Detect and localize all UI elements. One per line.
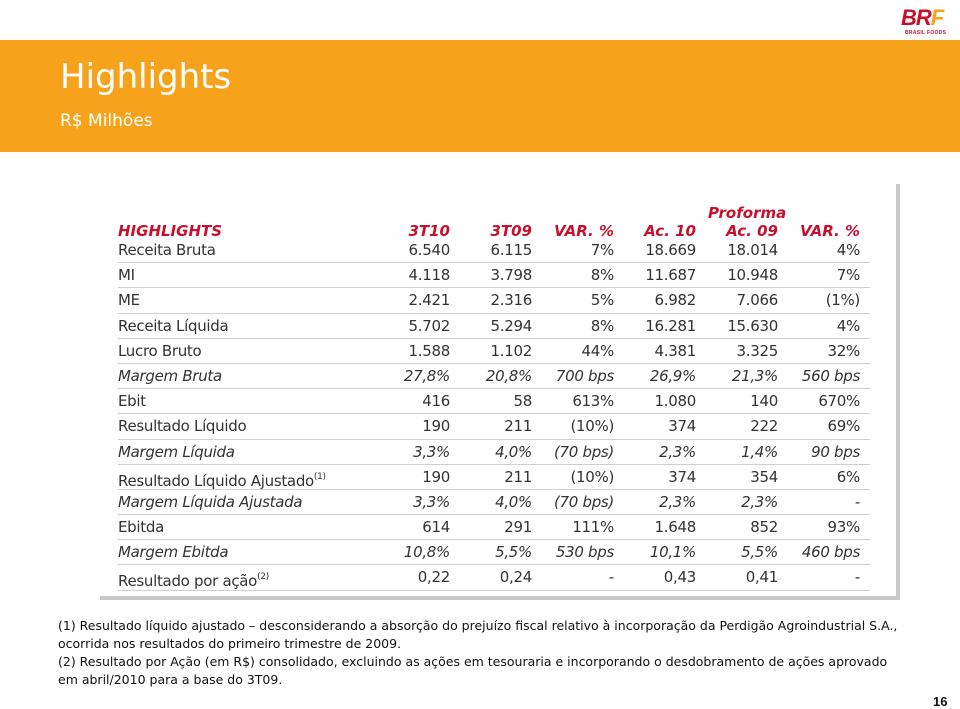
row-label-text: Receita Líquida [118,316,229,335]
header-3t09: 3T09 [490,222,532,240]
table-cell: - [854,568,860,587]
table-cell: 11.687 [645,266,696,285]
table-cell: 21,3% [731,366,778,385]
table-cell: 6.540 [408,241,450,259]
table-cell: 1.080 [654,392,696,411]
table-cell: (70 bps) [553,442,614,461]
table-cell: 0,24 [499,568,532,587]
table-cell: 0,22 [417,568,450,587]
header-var-accum: VAR. % [800,222,860,240]
proforma-label: Proforma [708,204,787,222]
row-label-text: Lucro Bruto [118,341,202,360]
row-label-text: Margem Ebitda [118,543,229,562]
table-cell: 2,3% [659,442,696,461]
table-row [118,263,870,288]
table-cell: 93% [827,518,860,537]
row-label [118,366,222,386]
table-cell: (10%) [570,467,614,486]
table-cell: 5.294 [490,316,532,335]
table-cell: 670% [818,392,860,411]
row-label [118,290,140,310]
row-label-text: MI [118,266,135,285]
table-cell: 1.102 [490,341,532,360]
table-cell: 7.066 [736,291,778,310]
table-cell: 4% [836,316,860,335]
page-number: 16 [933,694,948,709]
row-label-text: ME [118,291,140,310]
table-cell: 291 [504,518,532,537]
table-cell: 5% [590,291,614,310]
table-row [118,314,870,339]
row-label [118,542,228,562]
row-label-text: Resultado Líquido [118,417,247,436]
row-label-text: Ebitda [118,518,164,537]
table-cell: 4,0% [495,442,532,461]
table-cell: 26,9% [649,366,696,385]
table-cell: 4,0% [495,492,532,511]
table-cell: (10%) [570,417,614,436]
table-cell: 4% [836,241,860,259]
table-row [118,364,870,389]
table-cell: 18.014 [727,241,778,259]
table-row [118,339,870,364]
row-label-text: Resultado por ação [118,572,258,591]
table-cell: 8% [590,266,614,285]
brf-logo [901,6,957,40]
table-cell: 416 [422,392,450,411]
table-cell: 5.702 [408,316,450,335]
table-cell: 10,8% [403,543,450,562]
footnote-2: (2) Resultado por Ação (em R$) consolidado, excluindo as ações em tesouraria e incorporando o desdobramento de ações aprovado em abril/2010 para a base do 3T09. [58,654,888,687]
table-cell: 6.115 [490,241,532,259]
table-cell: 2.421 [408,291,450,310]
table-row [118,490,870,515]
table-cell: 613% [572,392,614,411]
logo-wordmark [901,6,943,30]
table-row [118,414,870,439]
table-cell: 10,1% [649,543,696,562]
footnote-1: (1) Resultado líquido ajustado – desconsiderando a absorção do prejuízo fiscal relativo à incorporação da Perdigão Agroindustrial S.A., ocorrida nos resultados do primeiro trimestre de 2009. [58,618,898,651]
highlights-table [118,198,870,591]
table-cell: 4.118 [408,266,450,285]
row-label [118,391,146,411]
header-ac10: Ac. 10 [644,222,696,240]
table-cell: 27,8% [403,366,450,385]
header-var-quarter: VAR. % [554,222,614,240]
table-cell: 0,43 [663,568,696,587]
row-label-text: Margem Líquida Ajustada [118,492,303,511]
row-label [118,341,201,361]
table-cell: 111% [572,518,614,537]
table-cell: 15.630 [727,316,778,335]
table-cell: 530 bps [555,543,614,562]
table-cell: (1%) [825,291,860,310]
footnotes [58,617,898,689]
footnote-marker: (1) [313,471,326,482]
table-cell: 700 bps [555,366,614,385]
table-cell: 222 [750,417,778,436]
table-cell: 4.381 [654,341,696,360]
row-label [118,567,269,591]
table-cell: 354 [750,467,778,486]
table-row [118,465,870,490]
table-cell: 190 [422,417,450,436]
row-label [118,442,235,462]
table-cell: 2.316 [490,291,532,310]
table-cell: 1.588 [408,341,450,360]
table-cell: 3.798 [490,266,532,285]
table-cell: 90 bps [811,442,860,461]
table-cell: 6.982 [654,291,696,310]
table-cell: 140 [750,392,778,411]
table-cell: 32% [827,341,860,360]
table-row [118,288,870,313]
table-cell: 5,5% [495,543,532,562]
table-cell: 7% [836,266,860,285]
table-cell: 1,4% [741,442,778,461]
table-cell: 3,3% [413,492,450,511]
table-cell: 852 [750,518,778,537]
header-banner [0,40,960,152]
table-cell: 58 [513,392,532,411]
header-3t10: 3T10 [408,222,450,240]
table-cell: 10.948 [727,266,778,285]
table-cell: 5,5% [741,543,778,562]
table-row [118,565,870,590]
table-cell: 7% [590,241,614,259]
row-label [118,492,302,512]
table-cell: 2,3% [659,492,696,511]
table-cell: 20,8% [485,366,532,385]
table-cell: 8% [590,316,614,335]
table-cell: 614 [422,518,450,537]
table-cell: 560 bps [801,366,860,385]
page-title: Highlights [60,57,232,97]
table-cell: 211 [504,467,532,486]
table-cell: - [854,492,860,511]
table-cell: 16.281 [645,316,696,335]
table-cell: 374 [668,417,696,436]
table-cell: 18.669 [645,241,696,259]
table-cell: 190 [422,467,450,486]
table-cell: 2,3% [741,492,778,511]
table-cell: 374 [668,467,696,486]
table-cell: 211 [504,417,532,436]
row-label [118,316,228,336]
table-row [118,389,870,414]
row-label-text: Receita Bruta [118,241,216,259]
row-label-text: Ebit [118,392,146,411]
table-cell: 0,41 [745,568,778,587]
logo-text-accent: F [930,5,944,30]
row-label [118,240,216,260]
table-cell: 1.648 [654,518,696,537]
row-label [118,517,164,537]
row-label-text: Margem Líquida [118,442,235,461]
page-subtitle: R$ Milhões [60,111,153,131]
table-row [118,238,870,263]
table-row [118,540,870,565]
table-cell: - [608,568,614,587]
table-cell: 3.325 [736,341,778,360]
logo-tagline: BRASIL FOODS [905,30,947,36]
header-ac09: Ac. 09 [726,222,778,240]
row-label-text: Margem Bruta [118,366,222,385]
header-highlights: HIGHLIGHTS [118,222,223,240]
table-row [118,440,870,465]
row-label-text: Resultado Líquido Ajustado [118,471,314,490]
table-cell: (70 bps) [553,492,614,511]
row-label [118,467,326,491]
table-cell: 69% [827,417,860,436]
row-label [118,265,135,285]
logo-text-main: BR [901,5,931,30]
table-cell: 6% [836,467,860,486]
table-cell: 460 bps [801,543,860,562]
table-cell: 3,3% [413,442,450,461]
row-label [118,416,246,436]
table-row [118,515,870,540]
table-header [118,198,870,238]
table-cell: 44% [581,341,614,360]
footnote-marker: (2) [257,572,269,583]
